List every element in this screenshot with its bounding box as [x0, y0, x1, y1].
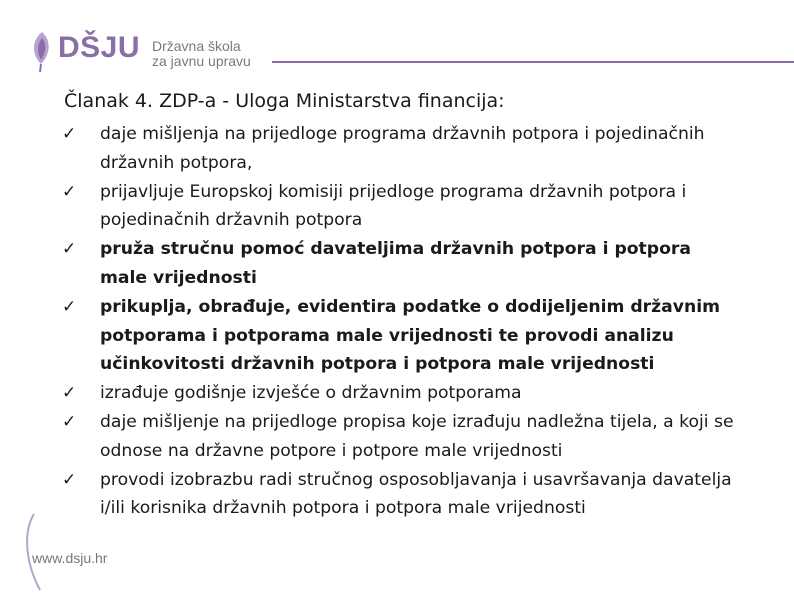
checklist-item-text: daje mišljenje na prijedloge propisa koje izrađuju nadležna tijela, a koji se odnose na državne potpore i potpore male vrijednosti	[100, 411, 734, 461]
checklist-item	[64, 178, 734, 236]
checklist-item	[64, 120, 734, 178]
footer-website-link[interactable]: www.dsju.hr	[32, 550, 108, 566]
header-divider	[272, 61, 794, 63]
leaf-logo-icon	[28, 28, 56, 74]
checklist-item-text: provodi izobrazbu radi stručnog osposobljavanja i usavršavanja davatelja i/ili korisnika državnih potpora i potpora male vrijednosti	[100, 469, 732, 519]
checklist-item-text: prijavljuje Europskoj komisiji prijedloge programa državnih potpora i pojedinačnih državnih potpora	[100, 181, 687, 231]
checklist-item	[64, 408, 734, 466]
logo-tagline	[152, 39, 251, 69]
slide-title: Članak 4. ZDP-a - Uloga Ministarstva financija:	[64, 90, 505, 112]
logo-wordmark: DŠJU	[58, 31, 141, 64]
checklist-item-text: pruža stručnu pomoć davateljima državnih potpora i potpora male vrijednosti	[100, 239, 691, 288]
checklist-item-text: izrađuje godišnje izvješće o državnim potporama	[100, 383, 522, 404]
checkmark-icon: ✓	[62, 411, 77, 432]
checklist-item	[64, 235, 734, 293]
checklist-item	[64, 293, 734, 379]
checkmark-icon: ✓	[62, 124, 77, 144]
checkmark-icon: ✓	[62, 469, 77, 490]
checklist-item	[64, 466, 734, 524]
checklist-item-text: daje mišljenja na prijedloge programa državnih potpora i pojedinačnih državnih potpora,	[100, 124, 705, 173]
checklist-item	[64, 379, 734, 408]
checkmark-icon: ✓	[62, 383, 77, 404]
checklist	[64, 120, 734, 523]
logo-tagline-line2: za javnu upravu	[152, 53, 251, 69]
checklist-item-text: prikuplja, obrađuje, evidentira podatke o dodijeljenim državnim potporama i potporama male vrijednosti te provodi analizu učinkovitosti državnih potpora i potpora male vrijednosti	[100, 296, 721, 375]
checkmark-icon: ✓	[62, 296, 77, 317]
checkmark-icon: ✓	[62, 181, 77, 202]
dsju-logo	[28, 28, 288, 74]
checkmark-icon: ✓	[62, 239, 77, 260]
logo-tagline-line1: Državna škola	[152, 38, 241, 54]
